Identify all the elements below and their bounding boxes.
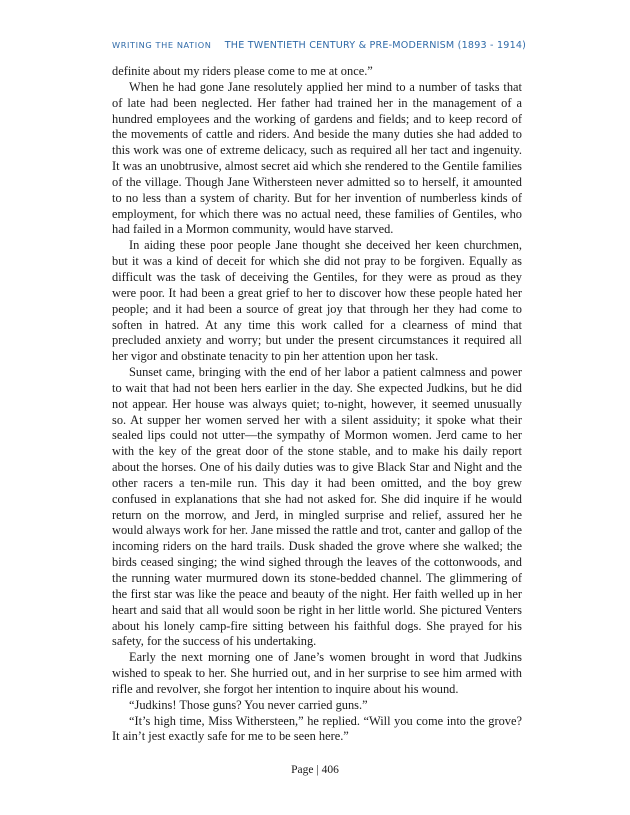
paragraph: Sunset came, bringing with the end of her labor a patient calmness and power to wait that had not been hers earlier in the day. She expected Judkins, but he did not appear. Her house was always quiet; to-night, however, it seemed unusually so. At supper her women served her with a silent assiduity; it spoke what their sealed lips could not utter—the sympathy of Mormon women. Jerd came to her with the key of the great door of the stone stable, and to make his daily report about the horses. One of his daily duties was to give Black Star and Night and the other racers a ten-mile run. This day it had been omitted, and the boy grew confused in explanations that she had not asked for. She did inquire if he would return on the morrow, and Jerd, in mingled surprise and relief, assured her he would always work for her. Jane missed the rattle and trot, canter and gallop of the incoming riders on the hard trails. Dusk shaded the grove where she walked; the birds ceased singing; the wind sighed through the leaves of the cottonwoods, and the running water murmured down its stone-bedded channel. The glimmering of the first star was like the peace and beauty of the night. Her faith welled up in her heart and said that all would soon be right in her little world. She pictured Venters about his lonely camp-fire sitting between his faithful dogs. She prayed for his safety, for the success of his undertaking. [112, 365, 522, 649]
body-text [112, 64, 522, 745]
paragraph: In aiding these poor people Jane thought she deceived her keen churchmen, but it was a kind of deceit for which she did not pray to be forgiven. Equally as difficult was the task of deceiving the Gentiles, for they were as proud as they were poor. It had been a great grief to her to discover how these people hated her people; and it had been a source of great joy that through her they had come to soften in hatred. At any time this work called for a clearness of mind that precluded anxiety and worry; but under the present circumstances it required all her vigor and obstinate tenacity to pin her attention upon her task. [112, 238, 522, 364]
page-number: Page | 406 [291, 764, 339, 776]
section-title: THE TWENTIETH CENTURY & PRE-MODERNISM (1893 - 1914) [224, 40, 527, 51]
paragraph: “Judkins! Those guns? You never carried guns.” [129, 697, 368, 712]
running-header [112, 40, 542, 51]
paragraph: “It’s high time, Miss Withersteen,” he replied. “Will you come into the grove? It ain’t jest exactly safe for me to be seen here.” [112, 713, 522, 744]
book-series-title: WRITING THE NATION [112, 40, 212, 50]
paragraph: Early the next morning one of Jane’s women brought in word that Judkins wished to speak to her. She hurried out, and in her surprise to see him armed with rifle and revolver, she forgot her intention to inquire about his wound. [112, 650, 522, 696]
paragraph: When he had gone Jane resolutely applied her mind to a number of tasks that of late had been neglected. Her father had trained her in the management of a hundred employees and the working of gardens and fields; and to keep record of the movements of cattle and riders. And beside the many duties she had added to this work was one of extreme delicacy, such as required all her tact and ingenuity. It was an unobtrusive, almost secret aid which she rendered to the Gentile families of the village. Though Jane Withersteen never admitted so to herself, it amounted to no less than a system of charity. But for her invention of numberless kinds of employment, for which there was no actual need, these families of Gentiles, who had failed in a Mormon community, would have starved. [112, 79, 522, 237]
paragraph-continued: definite about my riders please come to me at once.” [112, 64, 373, 78]
